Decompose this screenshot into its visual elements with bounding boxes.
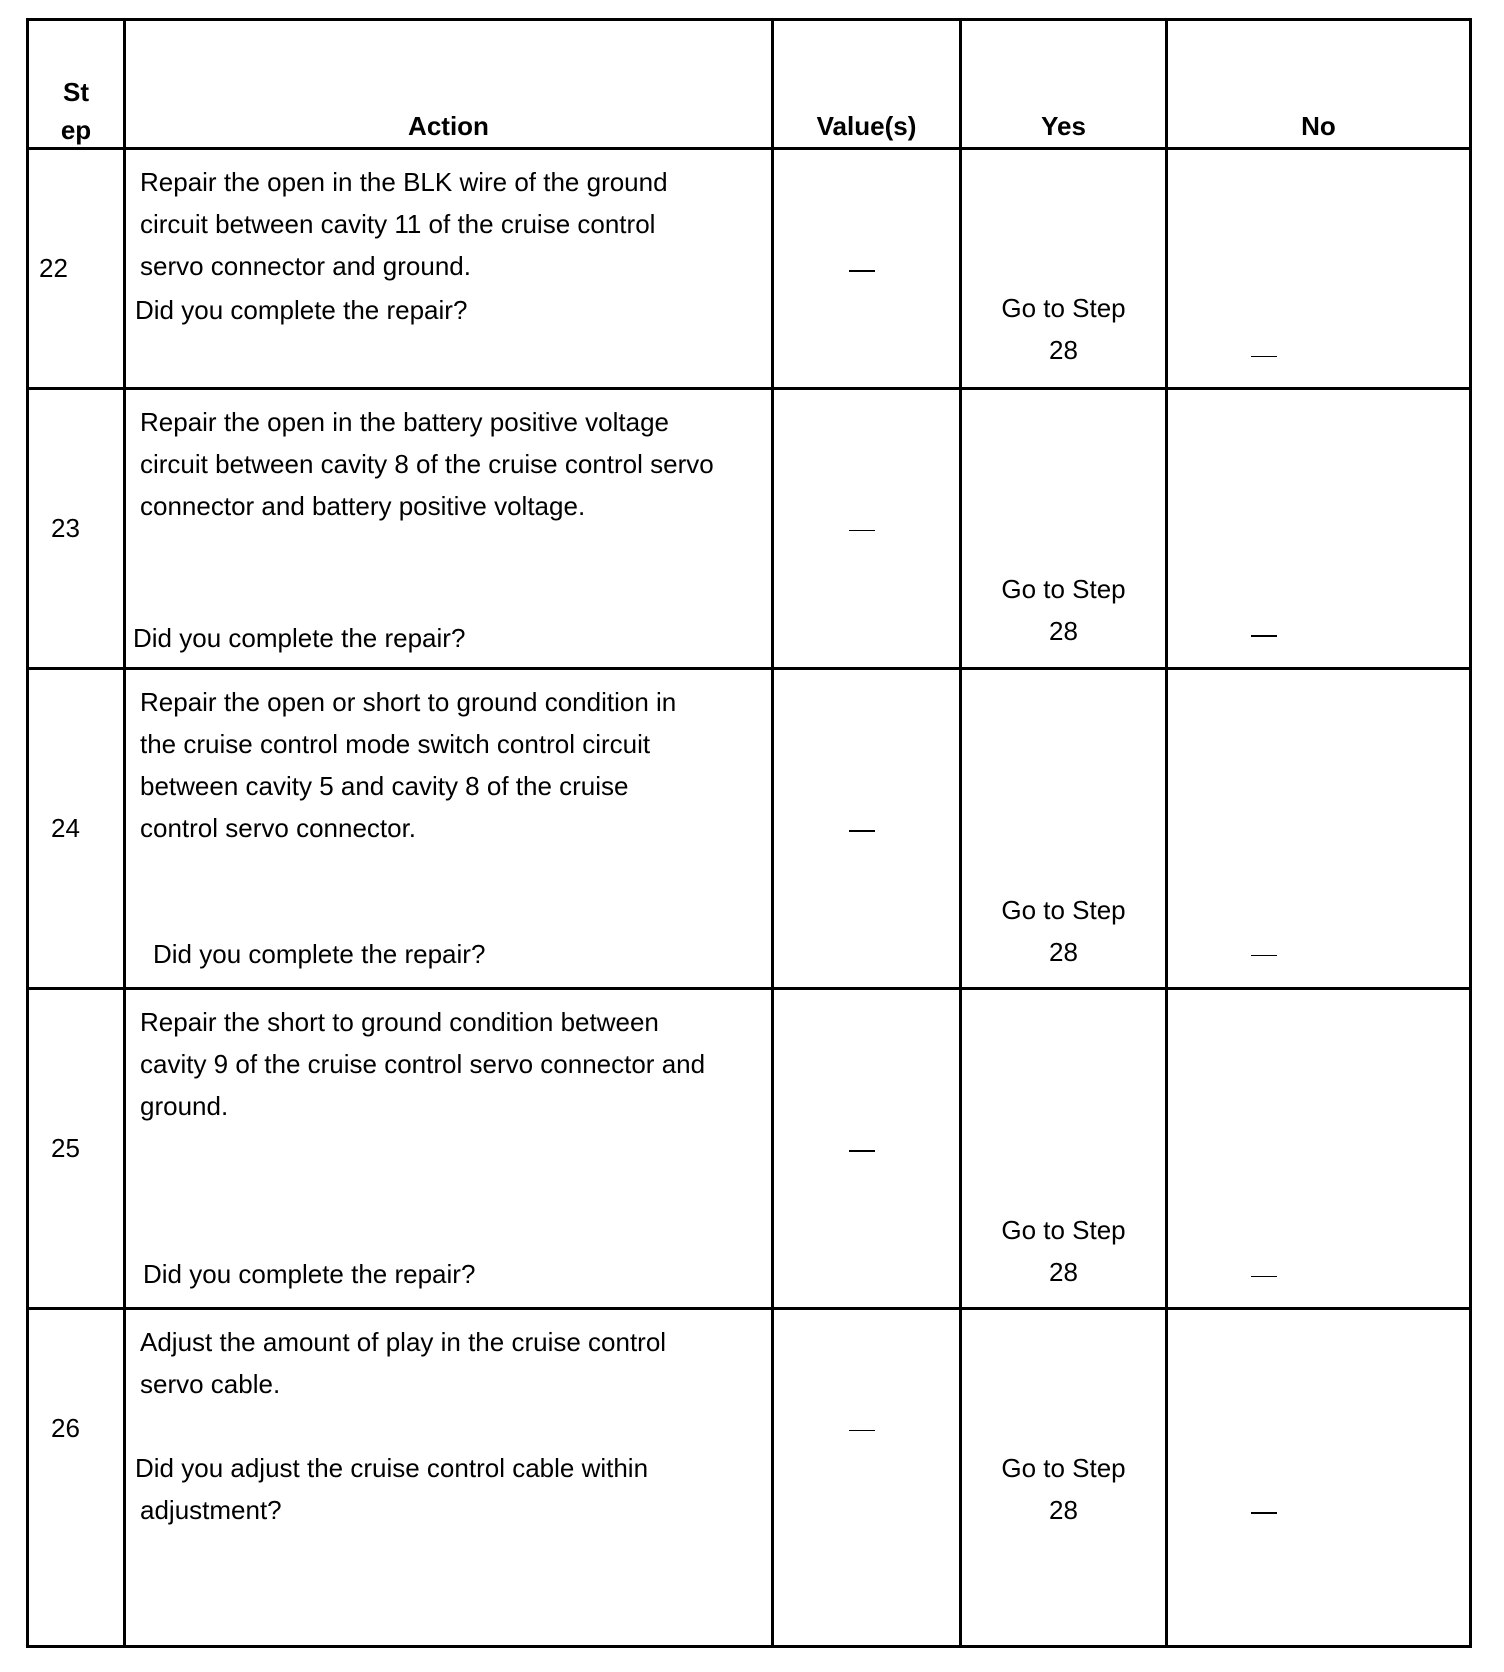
yes-goto-step: Go to Step [1001, 574, 1126, 604]
no-dash [1251, 1276, 1277, 1277]
header-values: Value(s) [816, 111, 917, 141]
table-row [29, 1307, 1469, 1645]
header-step: St ep [60, 77, 92, 145]
table-row [29, 987, 1469, 1307]
value-dash [849, 530, 875, 531]
action-line: circuit between cavity 8 of the cruise control servo [140, 449, 714, 479]
header-row [29, 21, 1469, 150]
action-question: Did you complete the repair? [135, 295, 468, 325]
step-number: 23 [51, 513, 80, 543]
yes-step-number: 28 [1049, 937, 1078, 967]
header-no: No [1301, 111, 1336, 141]
action-line: the cruise control mode switch control circuit [140, 729, 651, 759]
action-question: adjustment? [140, 1495, 282, 1525]
value-dash [849, 270, 875, 272]
action-line: connector and battery positive voltage. [140, 491, 586, 521]
value-dash [849, 1150, 875, 1152]
action-question: Did you complete the repair? [143, 1259, 476, 1289]
table-row [29, 667, 1469, 987]
action-line: circuit between cavity 11 of the cruise control [140, 209, 656, 239]
action-line: ground. [140, 1091, 229, 1121]
yes-step-number: 28 [1049, 1495, 1078, 1525]
action-line: between cavity 5 and cavity 8 of the cruise [140, 771, 629, 801]
header-action: Action [408, 111, 489, 141]
step-number: 25 [51, 1133, 80, 1163]
action-line: cavity 9 of the cruise control servo connector and [140, 1049, 706, 1079]
action-line: Repair the short to ground condition between [140, 1007, 659, 1037]
no-dash [1251, 955, 1277, 956]
yes-step-number: 28 [1049, 335, 1078, 365]
step-number: 24 [51, 813, 80, 843]
no-dash [1251, 635, 1277, 637]
yes-step-number: 28 [1049, 616, 1078, 646]
action-question: Did you adjust the cruise control cable within [135, 1453, 649, 1483]
no-dash [1251, 1512, 1277, 1514]
action-line: Repair the open in the battery positive voltage [140, 407, 670, 437]
step-number: 26 [51, 1413, 80, 1443]
step-number: 22 [39, 253, 68, 283]
action-question: Did you complete the repair? [133, 623, 466, 653]
value-dash [849, 1430, 875, 1431]
action-question: Did you complete the repair? [153, 939, 486, 969]
table-row [29, 147, 1469, 387]
action-line: Adjust the amount of play in the cruise control [140, 1327, 667, 1357]
action-line: servo cable. [140, 1369, 281, 1399]
no-dash [1251, 356, 1277, 357]
table-row [29, 387, 1469, 667]
header-yes: Yes [1041, 111, 1086, 141]
yes-step-number: 28 [1049, 1257, 1078, 1287]
yes-goto-step: Go to Step [1001, 293, 1126, 323]
yes-goto-step: Go to Step [1001, 1453, 1126, 1483]
value-dash [849, 830, 875, 832]
action-line: Repair the open in the BLK wire of the ground [140, 167, 668, 197]
yes-goto-step: Go to Step [1001, 1215, 1126, 1245]
action-line: servo connector and ground. [140, 251, 471, 281]
yes-goto-step: Go to Step [1001, 895, 1126, 925]
action-line: control servo connector. [140, 813, 417, 843]
action-line: Repair the open or short to ground condition in [140, 687, 677, 717]
diagnostic-table [26, 18, 1472, 1648]
